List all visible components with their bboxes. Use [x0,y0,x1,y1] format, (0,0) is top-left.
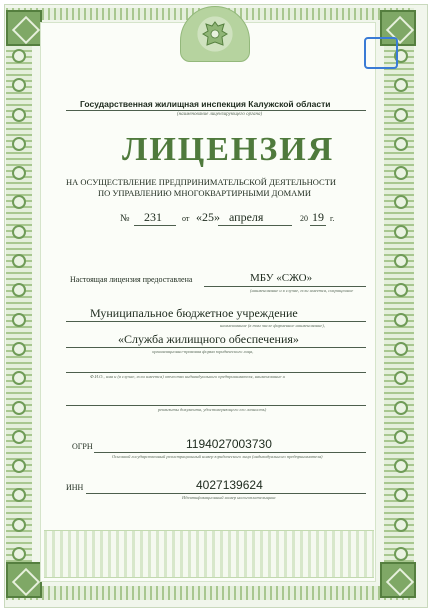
short-name-caption: (наименование и в случае, если имеется, сокращенное [250,288,354,293]
inn-line [86,493,366,494]
bottom-guilloche-band [44,530,374,578]
doc-caption: реквизиты документа, удостоверяющего его личность) [158,407,267,412]
doc-line [66,405,366,406]
subtitle-line-1: НА ОСУЩЕСТВЛЕНИЕ ПРЕДПРИНИМАТЕЛЬСКОЙ ДЕЯТЕЛЬНОСТИ [66,177,337,187]
border-bottom [6,586,414,600]
year-suffix: 19 [312,210,324,224]
license-title: ЛИЦЕНЗИЯ [122,131,335,168]
short-name: МБУ «СЖО» [250,272,313,284]
full-name-line-1-caption: наименование (в том числе фирменное наименование), [220,323,325,328]
ogrn-caption: Основной государственный регистрационный номер юридического лица (индивидуального предпринимателя) [112,454,323,459]
full-name-line-2-rule [66,347,366,348]
fio-caption: Ф.И.О., имя и (в случае, если имеется) отчество индивидуального предпринимателя, наименование и [90,374,285,379]
granted-label: Настоящая лицензия предоставлена [70,275,193,284]
ogrn-value: 1194027003730 [186,437,272,451]
full-name-line-2: «Служба жилищного обеспечения» [118,332,299,346]
short-name-line [204,286,366,287]
date-month: апреля [229,210,264,224]
ogrn-line [94,452,366,453]
from-label: от [182,214,190,223]
full-name-line-1: Муниципальное бюджетное учреждение [90,306,298,320]
year-prefix: 20 [300,214,308,223]
selection-highlight-box[interactable] [364,37,398,69]
subtitle-line-2: ПО УПРАВЛЕНИЮ МНОГОКВАРТИРНЫМИ ДОМАМИ [98,188,311,198]
number-line [134,225,176,226]
fio-line [66,372,366,373]
corner-ornament-top-left [6,10,42,46]
date-day: «25» [196,210,220,224]
year-unit: г. [330,214,335,223]
authority-name: Государственная жилищная инспекция Калужской области [80,99,331,109]
license-number: 231 [144,210,162,224]
number-prefix: № [120,213,130,224]
full-name-line-1-rule [66,321,366,322]
month-line [218,225,292,226]
corner-ornament-bottom-right [380,562,416,598]
inn-value: 4027139624 [196,478,263,492]
full-name-line-2-caption: организационно-правовая форма юридического лица, [152,349,254,354]
ogrn-label: ОГРН [72,442,93,451]
inn-label: ИНН [66,483,84,492]
rosette-column-left [8,12,30,598]
year-line [310,225,326,226]
inn-caption: Идентификационный номер налогоплательщика [182,495,276,500]
rosette-column-right [390,12,412,598]
authority-caption: (наименование лицензирующего органа) [177,112,263,117]
coat-of-arms-emblem-icon [199,18,231,52]
authority-line [66,110,366,111]
corner-ornament-bottom-left [6,562,42,598]
